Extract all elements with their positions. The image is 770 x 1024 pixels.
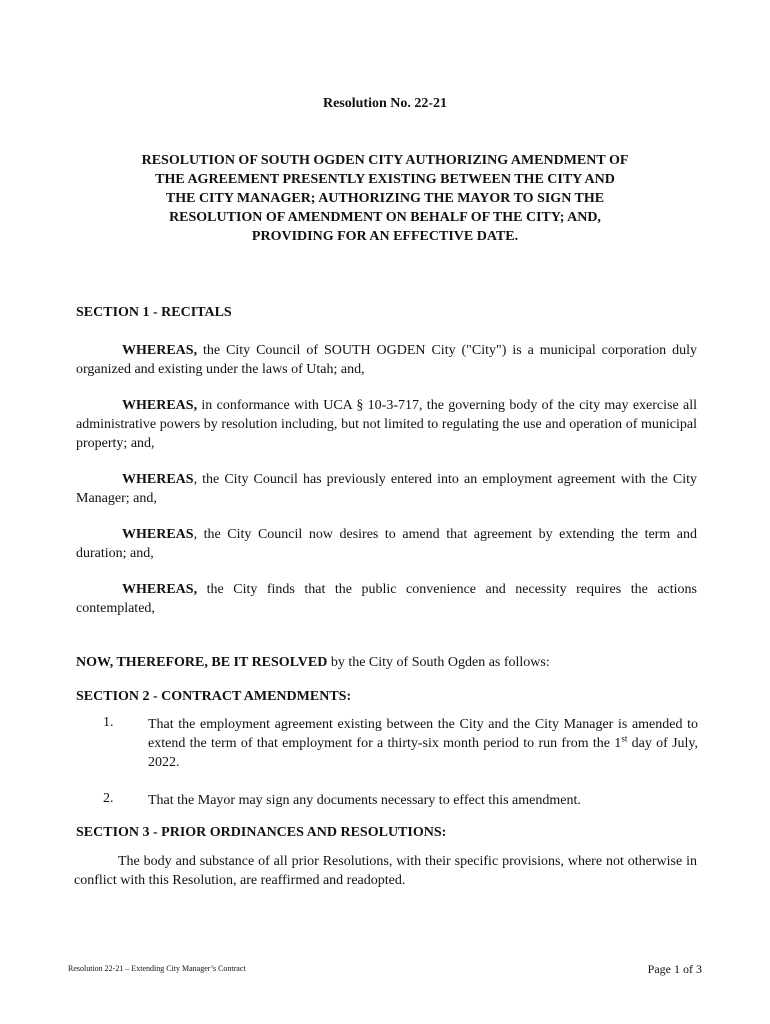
recital-text: the City Council of SOUTH OGDEN City ("City") is a municipal corporation duly organized and existing under the laws of Utah; and, <box>76 343 697 377</box>
resolved-lead: NOW, THEREFORE, BE IT RESOLVED <box>76 655 328 670</box>
amendment-text-end: day of July, 2022. <box>148 736 698 770</box>
amendment-text: That the employment agreement existing between the City and the City Manager is amended to extend the term of that employment for a thirty-six month period to run from the 1 <box>148 717 698 751</box>
section-3-text: The body and substance of all prior Resolutions, with their specific provisions, where not otherwise in conflict with this Resolution, are reaffirmed and readopted. <box>74 854 697 888</box>
page-number: Page 1 of 3 <box>647 962 702 976</box>
section-1-heading: SECTION 1 - RECITALS <box>76 305 232 320</box>
recital-text: the City finds that the public convenience and necessity requires the actions contemplated, <box>76 582 697 616</box>
amendment-item <box>148 715 698 772</box>
recital-text: in conformance with UCA § 10-3-717, the governing body of the city may exercise all administrative powers by resolution including, but not limited to regulating the use and operation of municipal property; and, <box>76 398 697 451</box>
recital-lead: WHEREAS <box>122 527 194 542</box>
recital-text: , the City Council now desires to amend that agreement by extending the term and duration; and, <box>76 527 697 561</box>
list-number: 1. <box>103 715 114 730</box>
amendment-item <box>148 791 698 810</box>
list-number: 2. <box>103 791 114 806</box>
ordinal-suffix: st <box>621 733 628 744</box>
recital-lead: WHEREAS <box>122 472 194 487</box>
recital-lead: WHEREAS, <box>122 582 198 597</box>
resolved-clause <box>76 653 697 672</box>
section-3-paragraph <box>74 852 697 890</box>
recital-paragraph <box>76 470 697 508</box>
section-3-heading: SECTION 3 - PRIOR ORDINANCES AND RESOLUTIONS: <box>76 825 447 840</box>
title-line: RESOLUTION OF AMENDMENT ON BEHALF OF THE CITY; AND, <box>169 210 601 225</box>
section-2-heading: SECTION 2 - CONTRACT AMENDMENTS: <box>76 689 352 704</box>
resolution-number: Resolution No. 22-21 <box>322 96 448 111</box>
recital-lead: WHEREAS, <box>122 343 198 358</box>
title-line: THE AGREEMENT PRESENTLY EXISTING BETWEEN THE CITY AND <box>155 172 615 187</box>
title-line: RESOLUTION OF SOUTH OGDEN CITY AUTHORIZING AMENDMENT OF <box>141 153 629 168</box>
recital-paragraph <box>76 525 697 563</box>
recital-lead: WHEREAS, <box>122 398 198 413</box>
title-line: THE CITY MANAGER; AUTHORIZING THE MAYOR TO SIGN THE <box>165 191 605 206</box>
recital-paragraph <box>76 580 697 618</box>
title-line: PROVIDING FOR AN EFFECTIVE DATE. <box>251 229 519 244</box>
recital-paragraph <box>76 396 697 453</box>
recital-paragraph <box>76 341 697 379</box>
footer-document-label: Resolution 22-21 – Extending City Manager’s Contract <box>68 964 246 973</box>
recital-text: , the City Council has previously entered into an employment agreement with the City Manager; and, <box>76 472 697 506</box>
amendment-text: That the Mayor may sign any documents necessary to effect this amendment. <box>148 793 581 808</box>
resolution-title <box>110 151 660 246</box>
resolved-text: by the City of South Ogden as follows: <box>327 655 550 670</box>
